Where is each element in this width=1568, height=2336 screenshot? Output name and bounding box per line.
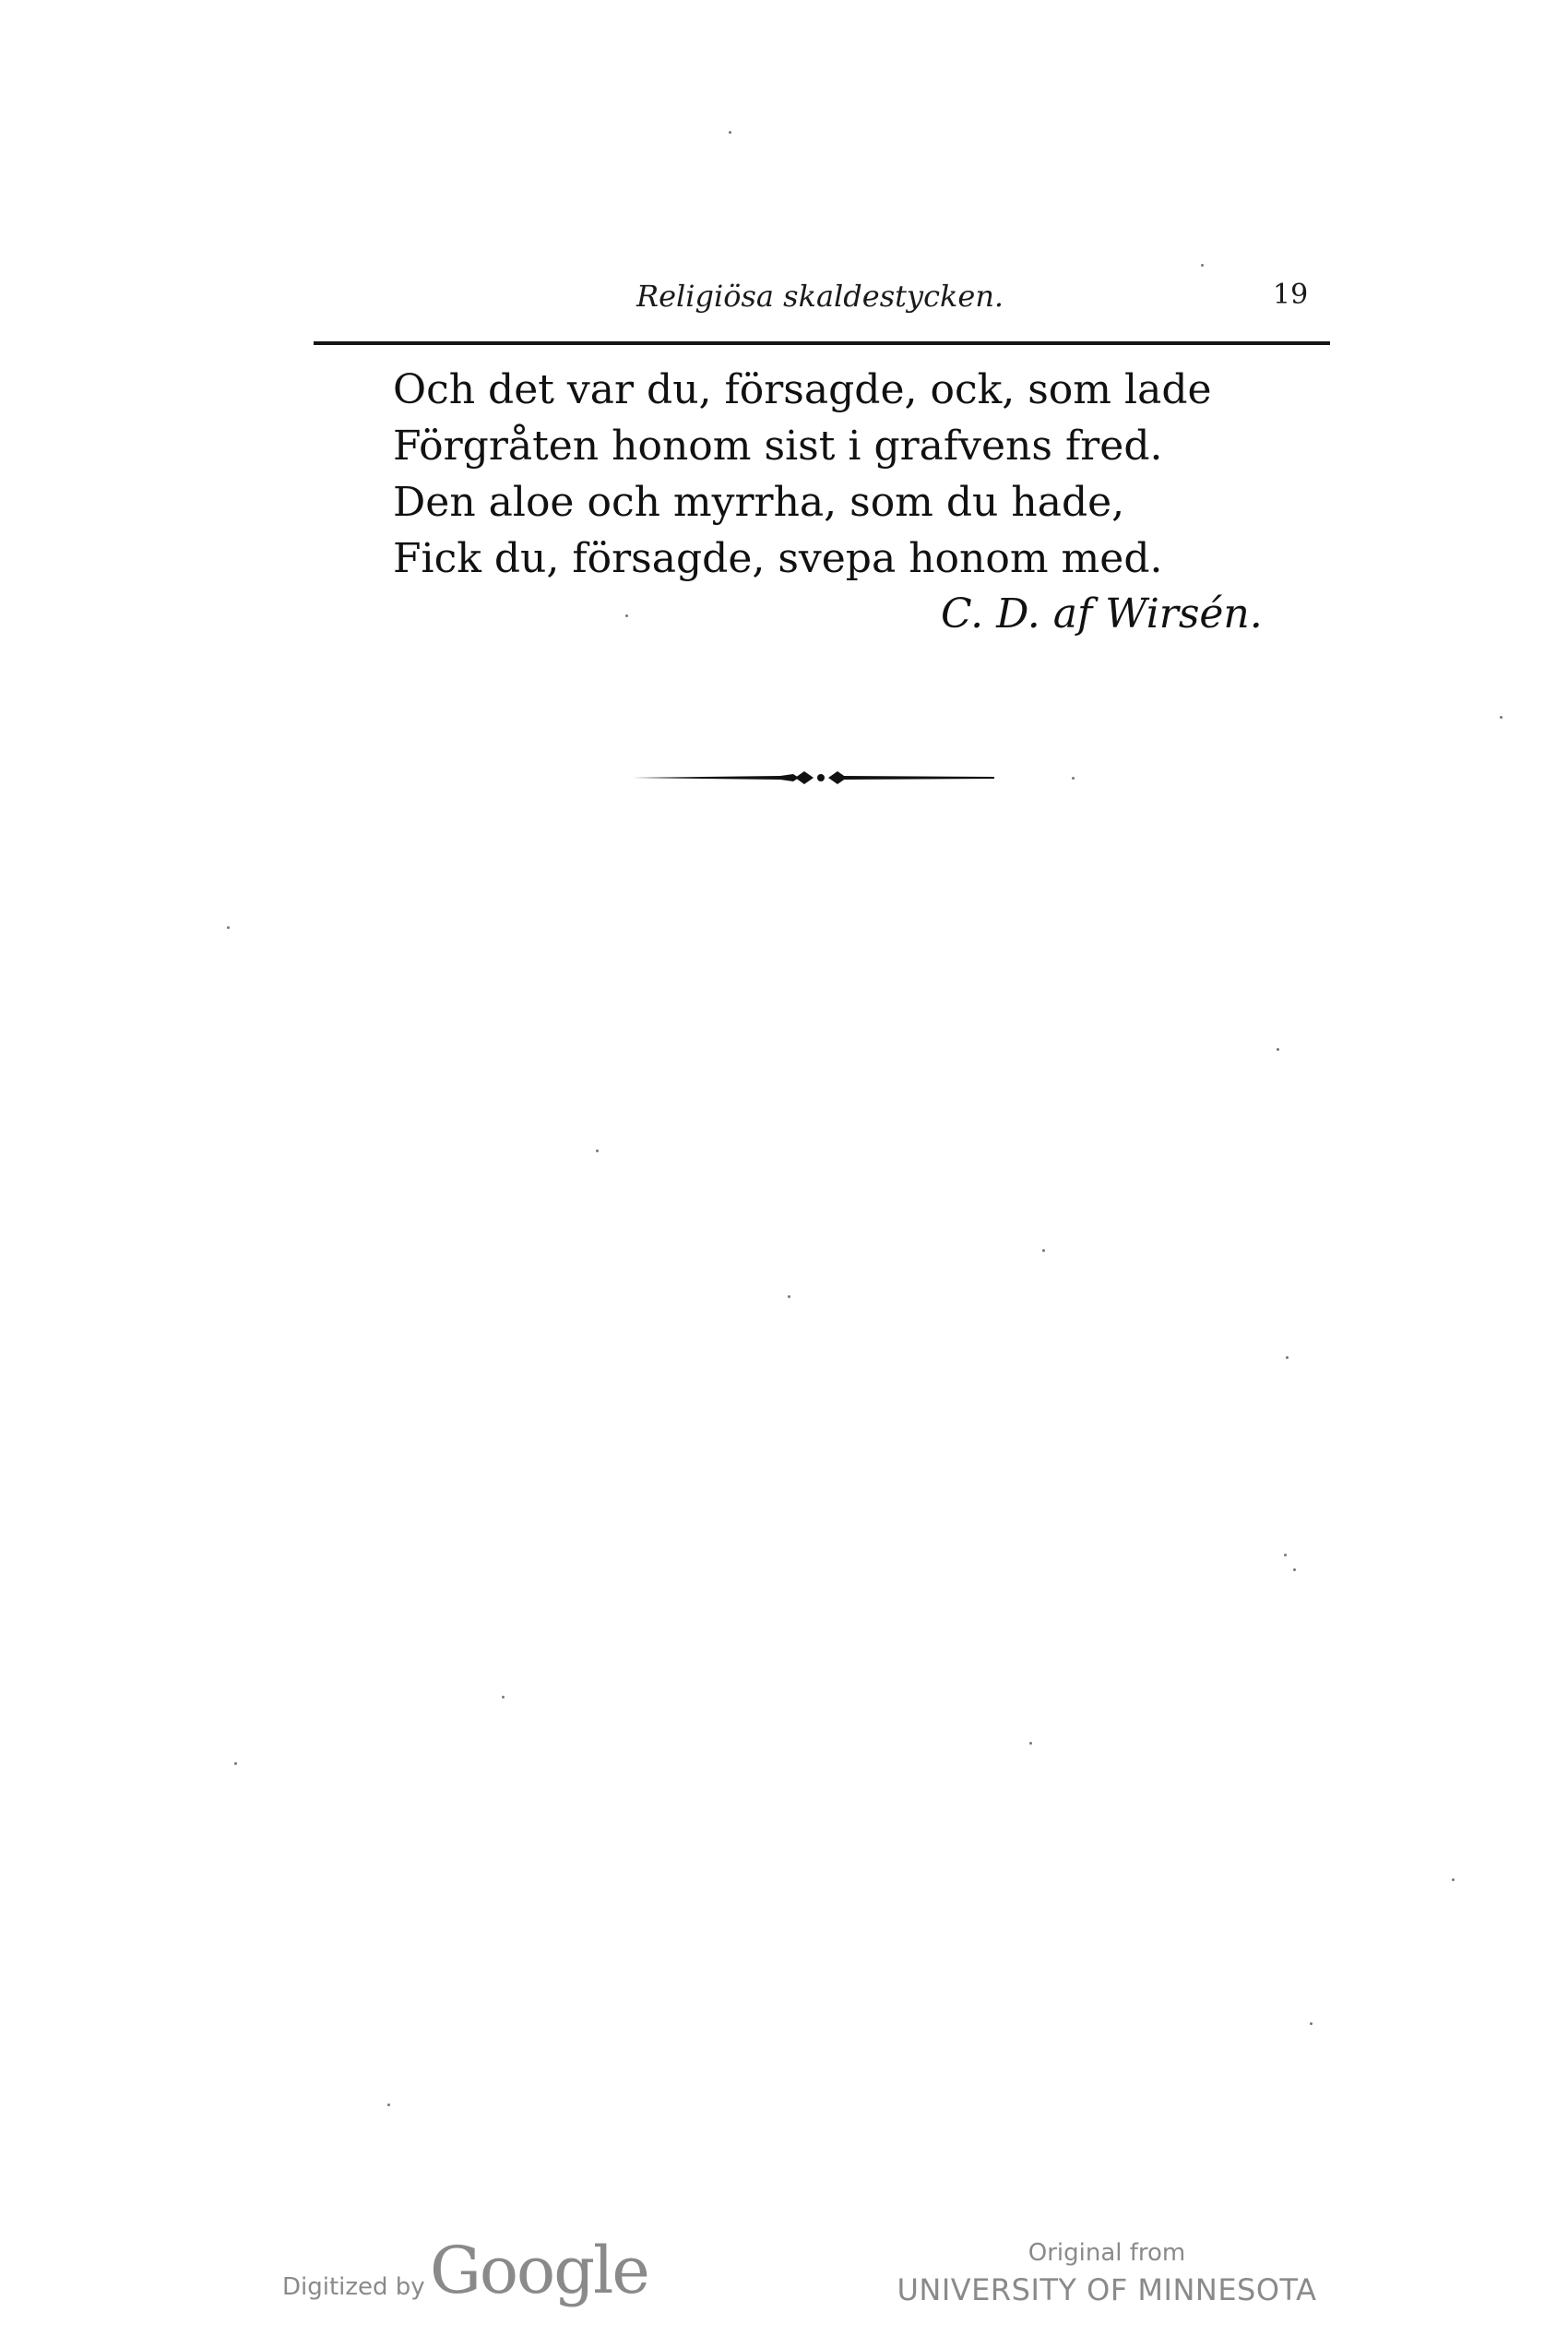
scan-speck [234, 1762, 237, 1765]
poem-line-1: Och det var du, försagde, ock, som lade [393, 366, 1212, 413]
scan-speck [1277, 1048, 1279, 1051]
scan-speck [596, 1150, 599, 1152]
scan-speck [1072, 777, 1075, 780]
scan-speck [1029, 1742, 1032, 1745]
library-name: UNIVERSITY OF MINNESOTA [897, 2272, 1317, 2307]
poem-line-3: Den aloe och myrrha, som du hade, [393, 479, 1125, 526]
scan-speck [1452, 1878, 1455, 1881]
running-title: Religiösa skaldestycken. [636, 279, 1004, 314]
scan-speck [729, 131, 731, 134]
page-number: 19 [1273, 279, 1309, 311]
digitized-by-watermark [282, 2233, 670, 2316]
google-logo: Google [430, 2233, 648, 2308]
poem-stanza [393, 362, 1278, 587]
scan-speck [1286, 1356, 1289, 1359]
ornament-divider [633, 766, 994, 790]
scan-speck [227, 926, 230, 929]
author-signature: C. D. af Wirsén. [941, 590, 1263, 638]
scan-speck [1310, 2022, 1313, 2025]
source-library-watermark [885, 2236, 1328, 2310]
running-head [314, 273, 1328, 328]
digitized-label: Digitized by [282, 2273, 425, 2301]
scan-speck [625, 614, 628, 617]
scan-speck [1284, 1554, 1287, 1556]
header-rule [314, 341, 1330, 345]
original-from-label: Original from [1028, 2239, 1186, 2267]
scan-speck [1042, 1249, 1045, 1252]
scan-speck [387, 2104, 390, 2106]
scan-speck [1201, 264, 1204, 267]
poem-line-2: Förgråten honom sist i grafvens fred. [393, 423, 1163, 470]
scan-speck [788, 1295, 790, 1298]
scan-speck [1293, 1568, 1296, 1571]
poem-line-4: Fick du, försagde, svepa honom med. [393, 535, 1163, 582]
scan-speck [502, 1696, 505, 1698]
scan-speck [1500, 716, 1503, 719]
